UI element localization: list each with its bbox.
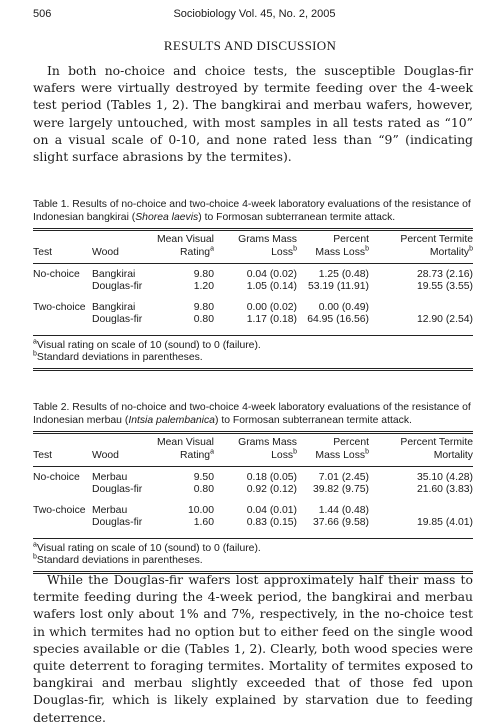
header-percent-mass-loss xyxy=(297,231,369,260)
cell-wood: Bangkirai xyxy=(92,268,136,280)
header-termite-mortality xyxy=(369,434,473,463)
footnote-marker: a xyxy=(210,245,214,253)
header-visual-rating xyxy=(152,231,214,260)
header-termite-mortality-line1: Percent Termite xyxy=(400,234,473,246)
results-paragraph-2-text: While the Douglas-fir wafers lost approximately half their mass to termite feeding during the 4-week period, the bangkirai and merbau wafers lost only about 1% and 7%, respectively, in the no-choice test in which termites had no option but to either feed on the single wood species available or die (Tables 1, 2). Clearly, both wood species were quite deterrent to foraging termites. Mortality of termites exposed to bangkirai and merbau slightly exceeded that of those fed upon Douglas-fir, which is likely explained by starvation due to feeding deterrence. xyxy=(33,572,473,725)
footnote-marker: a xyxy=(33,541,37,549)
header-wood: Wood xyxy=(92,246,119,258)
header-grams-mass-loss xyxy=(214,231,297,260)
header-visual-rating xyxy=(152,434,214,463)
footnote-marker: b xyxy=(33,553,37,561)
table-1-grid xyxy=(33,231,473,326)
cell-termite-mortality xyxy=(369,293,473,314)
cell-percent-mass-loss: 1.25 (0.48) xyxy=(318,268,369,280)
footnote-marker: b xyxy=(293,245,297,253)
header-percent-mass-loss-line2: Mass Loss xyxy=(315,449,366,461)
table-1-caption-text: Table 1. Results of no-choice and two-choice 4-week laboratory evaluations of the resistance of Indonesian bangkirai ( xyxy=(33,199,471,224)
table-1-header-row xyxy=(33,231,473,260)
table-row xyxy=(33,293,473,314)
cell-visual-rating: 9.80 xyxy=(193,302,214,314)
table-2-footnote-b xyxy=(33,555,473,568)
table-row xyxy=(33,314,473,326)
table-2-header-row xyxy=(33,434,473,463)
header-termite-mortality-line1: Percent Termite xyxy=(400,437,473,449)
cell-test: No-choice xyxy=(33,268,80,280)
header-grams-mass-loss-line1: Grams Mass xyxy=(238,234,297,246)
header-percent-mass-loss-line1: Percent xyxy=(333,234,369,246)
cell-visual-rating: 1.20 xyxy=(193,281,214,293)
header-visual-rating-line2: Rating xyxy=(180,246,211,258)
cell-termite-mortality: 19.85 (4.01) xyxy=(416,517,473,529)
cell-test xyxy=(33,281,92,293)
cell-wood: Douglas-fir xyxy=(92,314,143,326)
table-row xyxy=(33,467,473,484)
header-grams-mass-loss-line2: Loss xyxy=(271,246,294,258)
table-1-footnotes xyxy=(33,340,473,365)
cell-test xyxy=(33,484,92,496)
cell-test: No-choice xyxy=(33,471,80,483)
cell-test: Two-choice xyxy=(33,505,86,517)
cell-visual-rating: 10.00 xyxy=(187,505,214,517)
results-paragraph-2 xyxy=(33,571,473,726)
header-grams-mass-loss-line1: Grams Mass xyxy=(238,437,297,449)
header-test: Test xyxy=(33,246,53,258)
header-visual-rating-line1: Mean Visual xyxy=(157,234,214,246)
cell-grams-mass-loss: 0.18 (0.05) xyxy=(246,471,297,483)
header-termite-mortality xyxy=(369,231,473,260)
cell-grams-mass-loss: 0.83 (0.15) xyxy=(246,517,297,529)
cell-grams-mass-loss: 0.00 (0.02) xyxy=(246,302,297,314)
footnote-marker: b xyxy=(33,350,37,358)
table-2-caption xyxy=(33,401,473,427)
table-1-caption xyxy=(33,198,473,224)
cell-percent-mass-loss: 64.95 (16.56) xyxy=(307,314,369,326)
header-visual-rating-line2: Rating xyxy=(180,449,211,461)
cell-termite-mortality: 12.90 (2.54) xyxy=(416,314,473,326)
cell-percent-mass-loss: 37.66 (9.58) xyxy=(312,517,369,529)
cell-percent-mass-loss: 1.44 (0.48) xyxy=(318,505,369,517)
cell-percent-mass-loss: 0.00 (0.49) xyxy=(318,302,369,314)
cell-grams-mass-loss: 0.04 (0.01) xyxy=(246,505,297,517)
cell-visual-rating: 0.80 xyxy=(193,484,214,496)
footnote-marker: a xyxy=(210,448,214,456)
table-1-bottom-rule xyxy=(33,368,473,371)
cell-wood: Douglas-fir xyxy=(92,281,143,293)
table-1-caption-species: Shorea laevis xyxy=(135,212,199,224)
table-2 xyxy=(33,401,473,574)
cell-test xyxy=(33,517,92,529)
cell-wood: Bangkirai xyxy=(92,302,136,314)
table-row xyxy=(33,517,473,529)
footnote-marker: b xyxy=(365,245,369,253)
page-number: 506 xyxy=(33,8,52,20)
table-2-footnote-a xyxy=(33,543,473,556)
cell-grams-mass-loss: 1.05 (0.14) xyxy=(246,281,297,293)
table-1-body-rule xyxy=(33,335,473,336)
cell-termite-mortality: 28.73 (2.16) xyxy=(416,268,473,280)
journal-citation: Sociobiology Vol. 45, No. 2, 2005 xyxy=(173,8,336,20)
results-paragraph-1-text: In both no-choice and choice tests, the susceptible Douglas-fir wafers were virtually destroyed by termite feeding over the 4-week test period (Tables 1, 2). The bangkirai and merbau wafers, however, were largely untouched, with most samples in all tests rated as “10” on a visual scale of 0-10, and none rated less than “9” (indicating slight surface abrasions by the termites). xyxy=(33,63,473,165)
cell-percent-mass-loss: 39.82 (9.75) xyxy=(312,484,369,496)
table-row xyxy=(33,281,473,293)
table-row xyxy=(33,496,473,517)
cell-visual-rating: 1.60 xyxy=(193,517,214,529)
table-2-caption-text-end: ) to Formosan subterranean termite attack. xyxy=(214,415,412,427)
footnote-text: Visual rating on scale of 10 (sound) to 0 (failure). xyxy=(36,542,261,554)
cell-wood: Douglas-fir xyxy=(92,517,143,529)
header-grams-mass-loss xyxy=(214,434,297,463)
section-title: RESULTS AND DISCUSSION xyxy=(163,38,337,53)
table-1 xyxy=(33,198,473,371)
header-termite-mortality-line2: Mortality xyxy=(433,449,473,461)
cell-wood: Merbau xyxy=(92,505,128,517)
cell-termite-mortality: 21.60 (3.83) xyxy=(416,484,473,496)
cell-termite-mortality: 19.55 (3.55) xyxy=(416,281,473,293)
table-row xyxy=(33,484,473,496)
header-percent-mass-loss xyxy=(297,434,369,463)
cell-termite-mortality: 35.10 (4.28) xyxy=(416,471,473,483)
cell-visual-rating: 9.50 xyxy=(193,471,214,483)
header-wood: Wood xyxy=(92,449,119,461)
cell-test: Two-choice xyxy=(33,302,86,314)
table-2-body-rule xyxy=(33,538,473,539)
cell-percent-mass-loss: 7.01 (2.45) xyxy=(318,471,369,483)
footnote-text: Visual rating on scale of 10 (sound) to 0 (failure). xyxy=(36,339,261,351)
table-2-caption-text: Table 2. Results of no-choice and two-choice 4-week laboratory evaluations of the resistance of Indonesian merbau ( xyxy=(33,402,471,427)
header-grams-mass-loss-line2: Loss xyxy=(271,449,294,461)
cell-termite-mortality xyxy=(369,496,473,517)
cell-percent-mass-loss: 53.19 (11.91) xyxy=(307,281,369,293)
cell-grams-mass-loss: 0.92 (0.12) xyxy=(246,484,297,496)
footnote-text: Standard deviations in parentheses. xyxy=(36,352,203,364)
cell-wood: Merbau xyxy=(92,471,128,483)
cell-grams-mass-loss: 0.04 (0.02) xyxy=(246,268,297,280)
footnote-marker: a xyxy=(33,338,37,346)
cell-test xyxy=(33,314,92,326)
table-2-footnotes xyxy=(33,543,473,568)
footnote-text: Standard deviations in parentheses. xyxy=(36,555,203,567)
table-2-grid xyxy=(33,434,473,529)
header-percent-mass-loss-line2: Mass Loss xyxy=(315,246,366,258)
footnote-marker: b xyxy=(293,448,297,456)
results-paragraph-1 xyxy=(33,62,473,165)
running-head xyxy=(33,8,476,24)
cell-visual-rating: 9.80 xyxy=(193,268,214,280)
table-1-footnote-a xyxy=(33,340,473,353)
cell-wood: Douglas-fir xyxy=(92,484,143,496)
cell-visual-rating: 0.80 xyxy=(193,314,214,326)
cell-grams-mass-loss: 1.17 (0.18) xyxy=(246,314,297,326)
footnote-marker: b xyxy=(469,245,473,253)
table-1-footnote-b xyxy=(33,352,473,365)
table-1-caption-text-end: ) to Formosan subterranean termite attack. xyxy=(198,212,396,224)
header-visual-rating-line1: Mean Visual xyxy=(157,437,214,449)
table-2-caption-species: Intsia palembanica xyxy=(128,415,215,427)
footnote-marker: b xyxy=(365,448,369,456)
table-row xyxy=(33,264,473,281)
header-percent-mass-loss-line1: Percent xyxy=(333,437,369,449)
header-test: Test xyxy=(33,449,53,461)
header-termite-mortality-line2: Mortality xyxy=(429,246,470,258)
